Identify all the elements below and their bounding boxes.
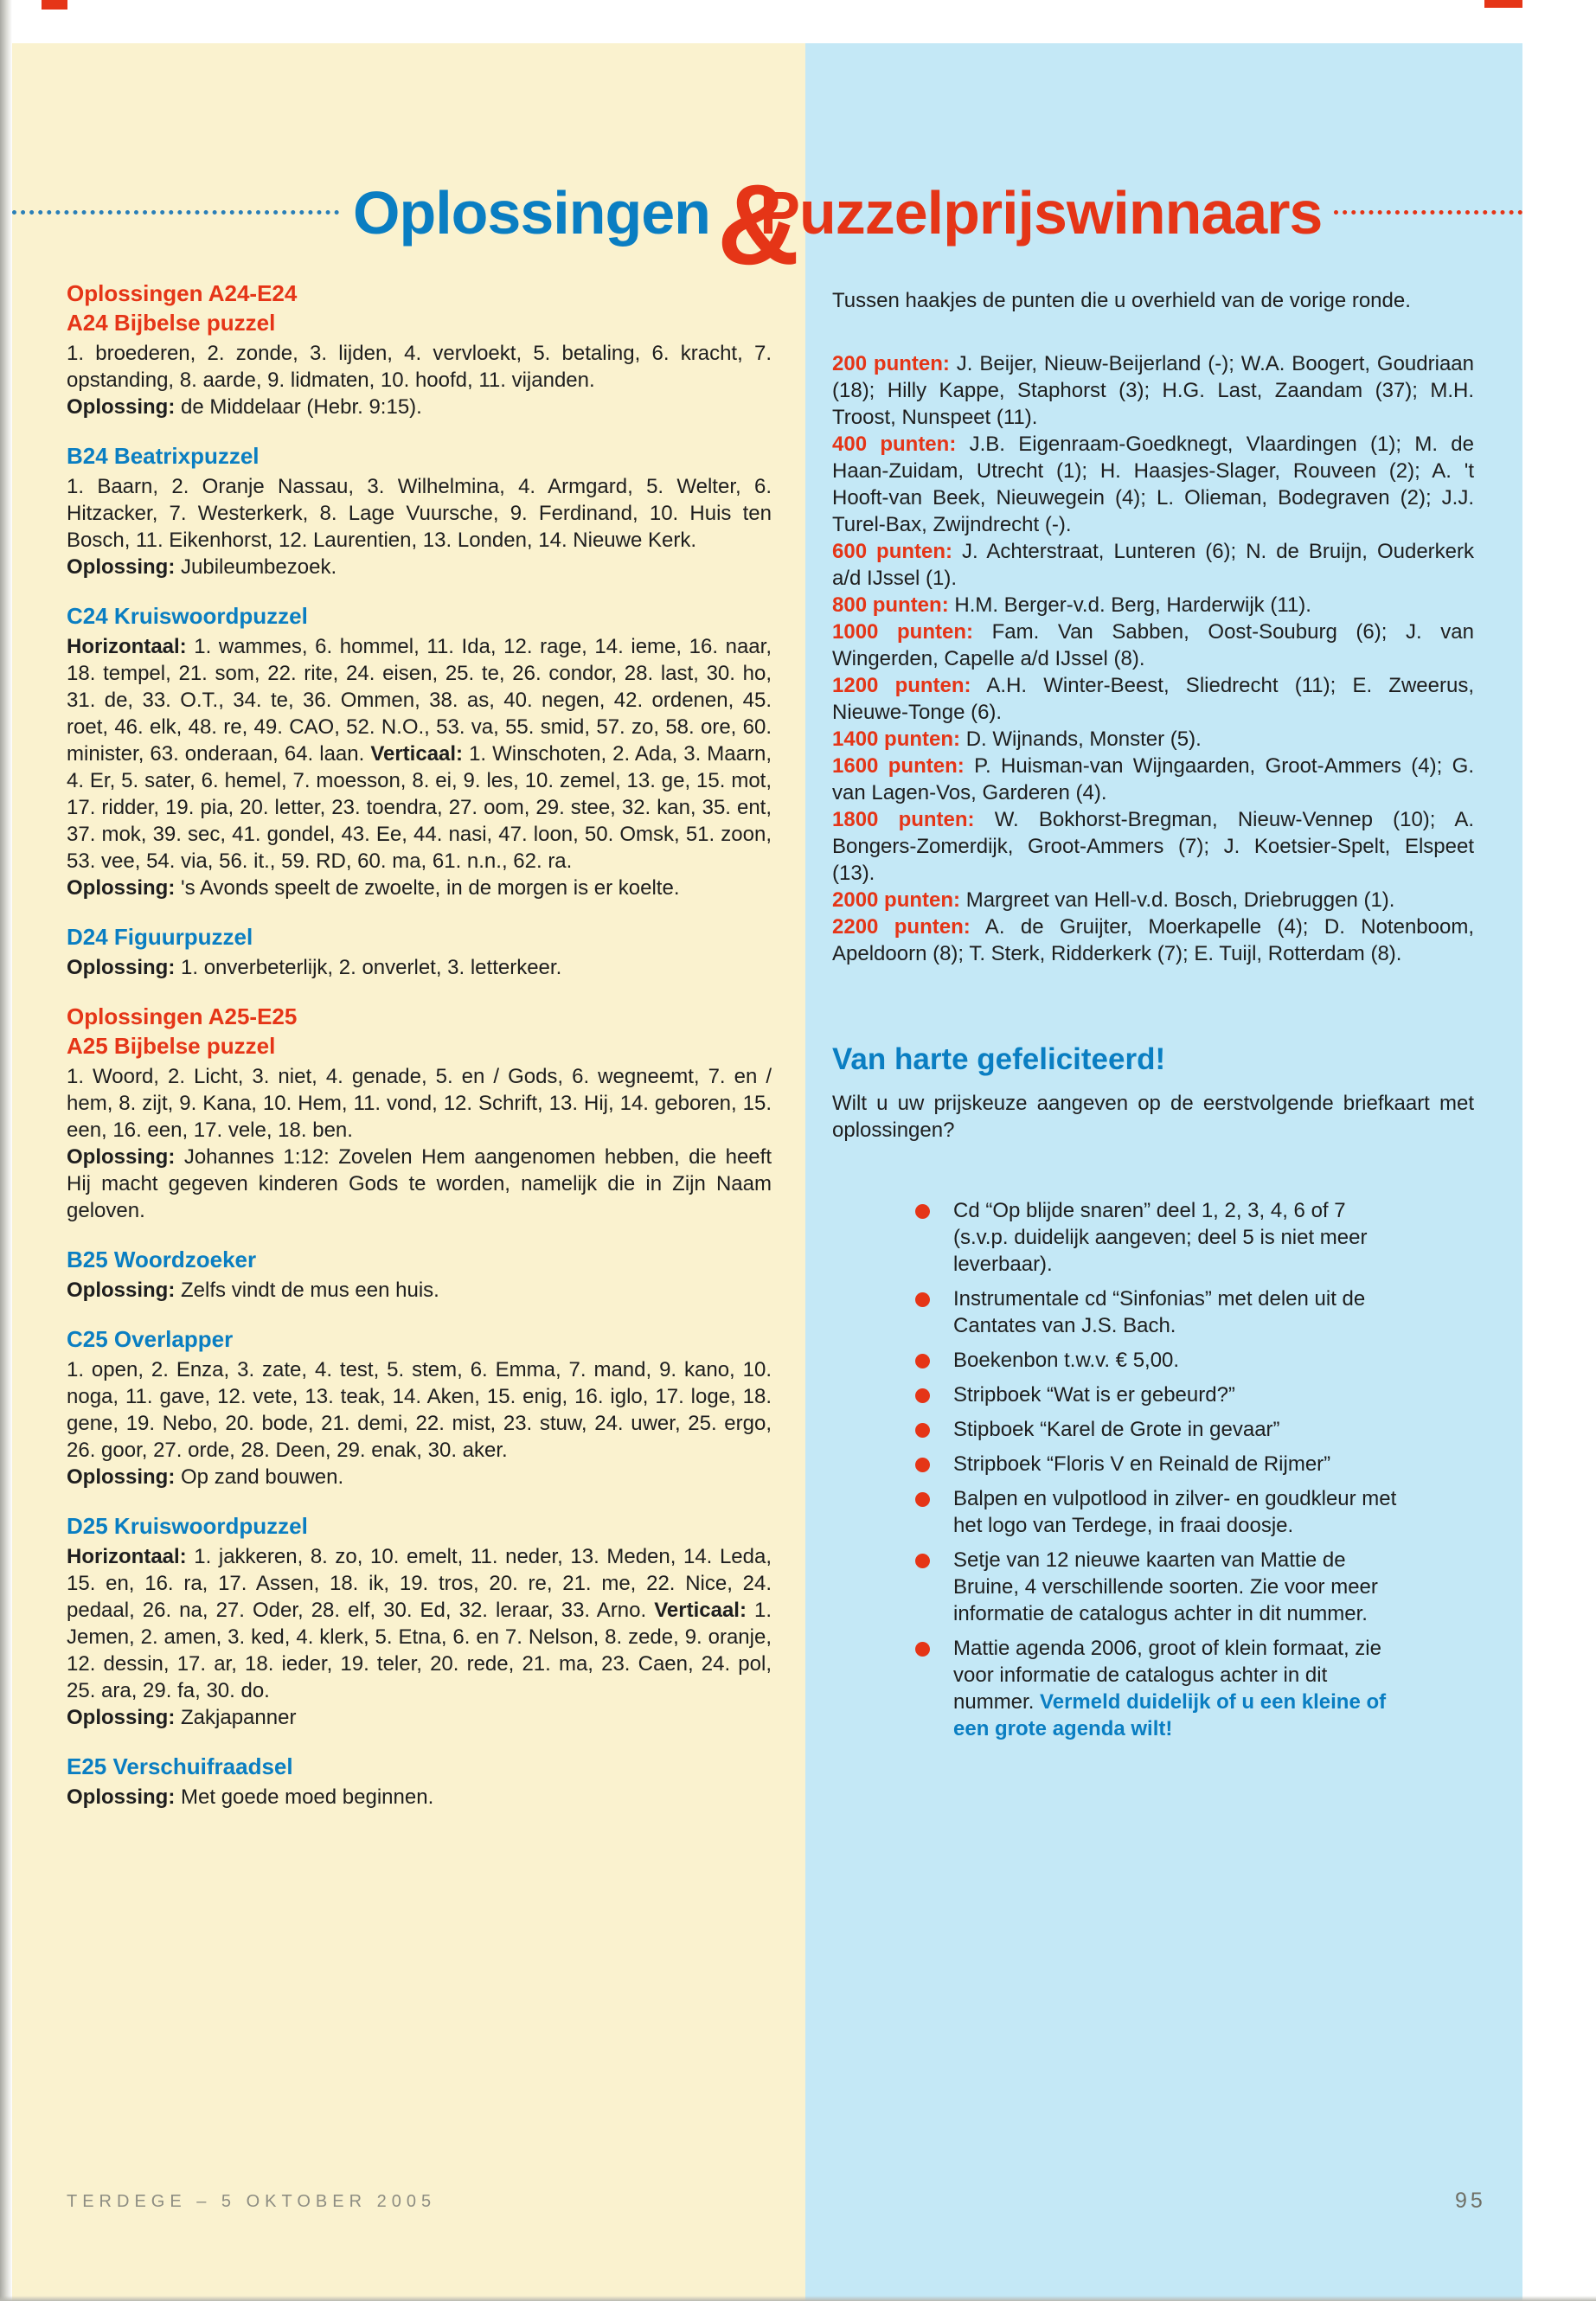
header-ampersand-icon: & — [716, 161, 800, 288]
puzzle-solution-text — [67, 1784, 772, 1811]
text: 1. onverbeterlijk, 2. onverlet, 3. letterkeer. — [175, 956, 562, 979]
bold-text: Oplossing: — [67, 956, 176, 979]
puzzle-solution-text — [67, 1063, 772, 1144]
bullet-icon — [915, 1492, 930, 1507]
puzzle-section — [67, 1324, 772, 1490]
winner-names: Margreet van Hell-v.d. Bosch, Driebruggen (1). — [960, 888, 1395, 912]
dotted-leader-right — [1334, 210, 1522, 215]
winners-list — [832, 350, 1474, 967]
puzzle-solution-text — [67, 554, 772, 580]
winner-names: Fam. Van Sabben, Oost-Souburg (6); J. van Wingerden, Capelle a/d IJssel (8). — [832, 620, 1474, 670]
prize-text — [953, 1199, 1368, 1276]
prize-item — [915, 1416, 1400, 1443]
bold-text: Oplossing: — [67, 1785, 176, 1809]
text: Zakjapanner — [175, 1706, 297, 1729]
prize-text — [953, 1418, 1280, 1441]
congrats-heading: Van harte gefeliciteerd! — [832, 1042, 1166, 1076]
winners-column — [832, 287, 1474, 1750]
winner-names: J. Achterstraat, Lunteren (6); N. de Bruijn, Ouderkerk a/d IJssel (1). — [832, 540, 1474, 590]
prize-item — [915, 1635, 1400, 1742]
puzzle-solution-text — [67, 340, 772, 394]
puzzle-solution-text — [67, 1356, 772, 1464]
scan-edge-left — [0, 0, 12, 2301]
page-header — [12, 161, 1522, 288]
puzzle-section — [67, 441, 772, 580]
points-label: 2200 punten: — [832, 915, 971, 939]
winner-entry — [832, 672, 1474, 726]
winner-names: J. Beijer, Nieuw-Beijerland (-); W.A. Boogert, Goudriaan (18); Hilly Kappe, Staphorst (3); H.G. Last, Zaandam (37); M.H. Troost, Nunspeet (11). — [832, 352, 1474, 429]
text: Balpen en vulpotlood in zilver- en goudkleur met het logo van Terdege, in fraai doosje. — [953, 1487, 1397, 1537]
crop-mark-top-left — [42, 0, 67, 10]
winner-entry — [832, 592, 1474, 619]
puzzle-solution-text — [67, 473, 772, 554]
puzzle-section — [67, 1752, 772, 1811]
solutions-group-heading: Oplossingen A25-E25 — [67, 1003, 298, 1029]
puzzle-section — [67, 1511, 772, 1731]
text: Stripboek “Floris V en Reinald de Rijmer” — [953, 1452, 1331, 1476]
points-label: 1800 punten: — [832, 808, 975, 831]
bullet-icon — [915, 1458, 930, 1472]
solutions-group-heading: Oplossingen A24-E24 — [67, 280, 298, 306]
text: Jubileumbezoek. — [175, 555, 337, 579]
header-title-oplossingen: Oplossingen — [353, 178, 710, 247]
bullet-icon — [915, 1204, 930, 1219]
text: 1. Winschoten, 2. Ada, 3. Maarn, 4. Er, 5. sater, 6. hemel, 7. moesson, 8. ei, 9. les, 10. zemel, 13. ge, 15. mot, 17. ridder, 19. pia, 20. letter, 23. toendra, 27. oom, 29. stee, 32. kan, 35. ent, 37. mok, 39. sec, 41. gondel, 43. Ee, 44. nasi, 47. loon, 50. Omsk, 51. zoon, 53. vee, 54. via, 56. it., 59. RD, 60. ma, 61. n.n., 62. ra. — [67, 742, 772, 873]
text: Boekenbon t.w.v. € 5,00. — [953, 1349, 1180, 1372]
points-label: 1000 punten: — [832, 620, 973, 644]
points-label: 800 punten: — [832, 593, 949, 617]
text: 1. broederen, 2. zonde, 3. lijden, 4. vervloekt, 5. betaling, 6. kracht, 7. opstanding, 8. aarde, 9. lidmaten, 10. hoofd, 11. vijanden. — [67, 342, 772, 392]
crop-mark-top-right — [1484, 0, 1522, 8]
winner-names: A.H. Winter-Beest, Sliedrecht (11); E. Zweerus, Nieuwe-Tonge (6). — [832, 674, 1475, 724]
puzzle-section — [67, 922, 772, 981]
puzzle-solution-text — [67, 954, 772, 981]
bullet-icon — [915, 1642, 930, 1657]
winner-entry — [832, 431, 1474, 538]
text: Met goede moed beginnen. — [175, 1785, 434, 1809]
puzzle-solution-text — [67, 1543, 772, 1704]
text: 1. Jemen, 2. amen, 3. ked, 4. klerk, 5. Etna, 6. en 7. Nelson, 8. zede, 9. oranje, 12. dessin, 17. ar, 18. ieder, 19. teler, 20. rede, 21. ma, 23. Caen, 24. pol, 25. ara, 29. fa, 30. do. — [67, 1599, 772, 1702]
winner-entry — [832, 350, 1474, 431]
winner-entry — [832, 726, 1474, 753]
prizes-list — [915, 1197, 1400, 1742]
dotted-leader-left — [12, 210, 339, 215]
puzzle-section-heading: C25 Overlapper — [67, 1326, 234, 1352]
bold-text: Oplossing: — [67, 1465, 176, 1489]
winner-entry — [832, 887, 1474, 913]
text: Op zand bouwen. — [175, 1465, 344, 1489]
puzzle-section-heading: A25 Bijbelse puzzel — [67, 1033, 276, 1059]
bold-text: Oplossing: — [67, 395, 176, 419]
points-label: 2000 punten: — [832, 888, 961, 912]
prize-item — [915, 1381, 1400, 1408]
solutions-column — [67, 279, 772, 1831]
puzzle-solution-text — [67, 1144, 772, 1224]
text: Zelfs vindt de mus een huis. — [175, 1279, 439, 1302]
text: 1. open, 2. Enza, 3. zate, 4. test, 5. stem, 6. Emma, 7. mand, 9. kano, 10. noga, 11. gave, 12. vete, 13. teak, 14. Aken, 15. enig, 16. iglo, 17. loge, 18. gene, 19. Nebo, 20. bode, 21. demi, 22. mist, 23. stuw, 24. uwer, 25. ergo, 26. goor, 27. orde, 28. Deen, 29. enak, 30. aker. — [67, 1358, 772, 1462]
text: Johannes 1:12: Zovelen Hem aangenomen hebben, die heeft Hij macht gegeven kinderen Gods te worden, namelijk die in Zijn Naam geloven. — [67, 1145, 772, 1222]
winner-names: W. Bokhorst-Bregman, Nieuw-Vennep (10); A. Bongers-Zomerdijk, Groot-Ammers (7); J. Koetsier-Spelt, Elspeet (13). — [832, 808, 1474, 885]
winner-names: P. Huisman-van Wijngaarden, Groot-Ammers (4); G. van Lagen-Vos, Garderen (4). — [832, 754, 1474, 804]
bullet-icon — [915, 1292, 930, 1307]
footer-magazine-date: TERDEGE – 5 OKTOBER 2005 — [67, 2192, 437, 2211]
text: de Middelaar (Hebr. 9:15). — [175, 395, 422, 419]
winner-entry — [832, 619, 1474, 672]
prize-text — [953, 1349, 1179, 1372]
points-label: 1200 punten: — [832, 674, 971, 697]
puzzle-solution-text — [67, 875, 772, 901]
winner-entry — [832, 538, 1474, 592]
puzzle-section-heading: B25 Woordzoeker — [67, 1247, 257, 1272]
bold-text: Oplossing: — [67, 1279, 176, 1302]
bold-text: Oplossing: — [67, 1145, 176, 1169]
text: Cd “Op blijde snaren” deel 1, 2, 3, 4, 6 of 7 (s.v.p. duidelijk aangeven; deel 5 is niet meer leverbaar). — [953, 1199, 1368, 1276]
text: 1. wammes, 6. hommel, 11. Ida, 12. rage, 14. ieme, 16. naar, 18. tempel, 21. som, 22. rite, 24. eisen, 25. te, 26. condor, 28. last, 30. ho, 31. de, 33. O.T., 34. te, 36. Ommen, 38. as, 40. negen, 42. ordenen, 45. roet, 46. elk, 48. re, 49. CAO, 52. N.O., 53. va, 55. smid, 57. zo, 58. ore, 60. minister, 63. onderaan, 64. laan. — [67, 635, 772, 766]
bold-text: Oplossing: — [67, 1706, 176, 1729]
winner-entry — [832, 913, 1474, 967]
puzzle-solution-text — [67, 1464, 772, 1490]
puzzle-section-heading: D25 Kruiswoordpuzzel — [67, 1513, 308, 1539]
text: 's Avonds speelt de zwoelte, in de morgen is er koelte. — [175, 876, 680, 900]
winner-entry — [832, 753, 1474, 806]
puzzle-section — [67, 279, 772, 420]
bold-text: Verticaal: — [654, 1599, 747, 1622]
bullet-icon — [915, 1388, 930, 1403]
puzzle-solution-text — [67, 1704, 772, 1731]
prize-text — [953, 1452, 1330, 1476]
puzzle-section-heading: B24 Beatrixpuzzel — [67, 443, 260, 469]
bold-text: Vermeld duidelijk of u een kleine of een grote agenda wilt! — [953, 1690, 1387, 1740]
text: 1. jakkeren, 8. zo, 10. emelt, 11. neder, 13. Meden, 14. Leda, 15. en, 16. ra, 17. Assen, 18. ik, 19. tros, 20. re, 21. me, 22. Nice, 24. pedaal, 26. na, 27. Oder, 28. elf, 30. Ed, 32. leraar, 33. Arno. — [67, 1545, 772, 1622]
puzzle-section — [67, 1002, 772, 1224]
text: Mattie agenda 2006, groot of klein formaat, zie voor informatie de catalogus achter in dit nummer. — [953, 1637, 1381, 1714]
points-label: 1400 punten: — [832, 727, 961, 751]
text: Stripboek “Wat is er gebeurd?” — [953, 1383, 1235, 1407]
winner-names: A. de Gruijter, Moerkapelle (4); D. Notenboom, Apeldoorn (8); T. Sterk, Ridderkerk (7); E. Tuijl, Rotterdam (8). — [832, 915, 1474, 965]
puzzle-solution-text — [67, 1277, 772, 1304]
puzzle-section-heading: E25 Verschuifraadsel — [67, 1753, 293, 1779]
winners-intro: Tussen haakjes de punten die u overhield van de vorige ronde. — [832, 289, 1411, 312]
bold-text: Verticaal: — [370, 742, 464, 766]
puzzle-section-heading: D24 Figuurpuzzel — [67, 924, 253, 950]
puzzle-solution-text — [67, 394, 772, 420]
points-label: 1600 punten: — [832, 754, 965, 778]
bullet-icon — [915, 1554, 930, 1568]
bullet-icon — [915, 1354, 930, 1368]
prize-item — [915, 1547, 1400, 1627]
prize-item — [915, 1285, 1400, 1339]
scan-edge-bottom — [0, 2296, 1596, 2301]
bold-text: Oplossing: — [67, 876, 176, 900]
winner-entry — [832, 806, 1474, 887]
winner-names: D. Wijnands, Monster (5). — [960, 727, 1202, 751]
prize-text — [953, 1548, 1378, 1625]
puzzle-section-heading: A24 Bijbelse puzzel — [67, 310, 276, 336]
prize-item — [915, 1451, 1400, 1477]
puzzle-section — [67, 601, 772, 901]
congrats-question: Wilt u uw prijskeuze aangeven op de eerstvolgende briefkaart met oplossingen? — [832, 1092, 1474, 1142]
prize-text — [953, 1487, 1396, 1537]
bold-text: Oplossing: — [67, 555, 176, 579]
prize-text — [953, 1637, 1386, 1740]
text: 1. Woord, 2. Licht, 3. niet, 4. genade, 5. en / Gods, 6. wegneemt, 7. en / hem, 8. zijt, 9. Kana, 10. Hem, 11. vond, 12. Schrift, 13. Hij, 14. geboren, 15. een, 16. een, 17. vele, 18. ben. — [67, 1065, 772, 1142]
winner-names: H.M. Berger-v.d. Berg, Harderwijk (11). — [948, 593, 1311, 617]
prize-text — [953, 1383, 1235, 1407]
prize-text — [953, 1287, 1365, 1337]
points-label: 600 punten: — [832, 540, 953, 563]
bold-text: Horizontaal: — [67, 635, 187, 658]
prize-item — [915, 1347, 1400, 1374]
puzzle-solution-text — [67, 633, 772, 875]
points-label: 200 punten: — [832, 352, 950, 375]
bullet-icon — [915, 1423, 930, 1438]
text: 1. Baarn, 2. Oranje Nassau, 3. Wilhelmina, 4. Armgard, 5. Welter, 6. Hitzacker, 7. Westerkerk, 8. Lage Vuursche, 9. Ferdinand, 10. Huis ten Bosch, 11. Eikenhorst, 12. Laurentien, 13. Londen, 14. Nieuwe Kerk. — [67, 475, 772, 552]
page-number: 95 — [1455, 2189, 1486, 2213]
bold-text: Horizontaal: — [67, 1545, 187, 1568]
text: Setje van 12 nieuwe kaarten van Mattie de Bruine, 4 verschillende soorten. Zie voor meer informatie de catalogus achter in dit nummer. — [953, 1548, 1378, 1625]
puzzle-section-heading: C24 Kruiswoordpuzzel — [67, 603, 308, 629]
winner-names: J.B. Eigenraam-Goedknegt, Vlaardingen (1); M. de Haan-Zuidam, Utrecht (1); H. Haasjes-Slager, Rouveen (2); A. 't Hooft-van Beek, Nieuwegein (4); L. Olieman, Bodegraven (2); J.J. Turel-Bax, Zwijndrecht (-). — [832, 433, 1474, 536]
prize-item — [915, 1197, 1400, 1278]
puzzle-section — [67, 1245, 772, 1304]
text: Instrumentale cd “Sinfonias” met delen uit de Cantates van J.S. Bach. — [953, 1287, 1366, 1337]
header-title-puzzelprijswinnaars: Puzzelprijswinnaars — [760, 178, 1323, 247]
points-label: 400 punten: — [832, 433, 957, 456]
prize-item — [915, 1485, 1400, 1539]
text: Stipboek “Karel de Grote in gevaar” — [953, 1418, 1280, 1441]
